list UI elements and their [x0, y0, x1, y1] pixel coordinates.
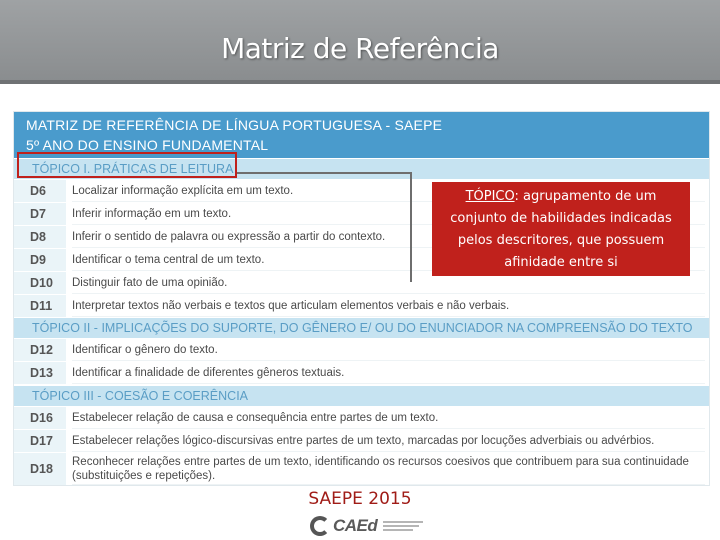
descriptor-text: Identificar o tema central de um texto.	[72, 249, 705, 271]
slide-title: Matriz de Referência	[221, 32, 499, 65]
descriptor-code: D13	[14, 362, 66, 384]
table-row	[14, 362, 709, 384]
descriptor-code: D17	[14, 430, 66, 452]
descriptor-text: Estabelecer relação de causa e consequência entre partes de um texto.	[72, 407, 705, 429]
slide-header	[0, 0, 720, 84]
callout-connector-line	[237, 172, 411, 174]
descriptor-text: Identificar a finalidade de diferentes gêneros textuais.	[72, 362, 705, 384]
descriptor-code: D10	[14, 272, 66, 294]
logo-tagline-lines	[383, 521, 423, 531]
table-row	[14, 295, 709, 317]
caed-logo	[310, 515, 423, 537]
table-row	[14, 430, 709, 452]
descriptor-code: D18	[14, 453, 66, 485]
callout-connector-line	[410, 172, 412, 282]
matrix-subtitle: 5º ANO DO ENSINO FUNDAMENTAL	[26, 137, 269, 153]
descriptor-code: D7	[14, 203, 66, 225]
topic-definition-callout	[432, 182, 690, 276]
descriptor-code: D9	[14, 249, 66, 271]
table-row	[14, 339, 709, 361]
descriptor-text: Localizar informação explícita em um texto.	[72, 180, 705, 202]
descriptor-text: Reconhecer relações entre partes de um texto, identificando os recursos coesivos que contribuem para sua continuidade (substituições e repetições).	[72, 453, 705, 485]
callout-term: TÓPICO	[465, 189, 515, 204]
descriptor-text: Interpretar textos não verbais e textos que articulam elementos verbais e não verbais.	[72, 295, 705, 317]
descriptor-text: Distinguir fato de uma opinião.	[72, 272, 705, 294]
descriptor-code: D11	[14, 295, 66, 317]
topic-row: TÓPICO I. PRÁTICAS DE LEITURA	[14, 159, 709, 179]
caed-logo-icon	[310, 516, 330, 536]
logo-text: CAEd	[333, 516, 378, 535]
descriptor-code: D12	[14, 339, 66, 361]
topic-highlight-box	[17, 152, 237, 178]
table-row	[14, 453, 709, 485]
descriptor-code: D8	[14, 226, 66, 248]
callout-text: : agrupamento de um conjunto de habilidades indicadas pelos descritores, que possuem afinidade entre si	[450, 189, 672, 270]
descriptor-text: Inferir informação em um texto.	[72, 203, 705, 225]
matrix-title: MATRIZ DE REFERÊNCIA DE LÍNGUA PORTUGUESA - SAEPE	[26, 117, 443, 133]
topic-row: TÓPICO II - IMPLICAÇÕES DO SUPORTE, DO GÊNERO E/ OU DO ENUNCIADOR NA COMPREENSÃO DO TEXTO	[14, 318, 709, 338]
footer-title: SAEPE 2015	[308, 489, 412, 509]
descriptor-text: Estabelecer relações lógico-discursivas entre partes de um texto, marcadas por locuções adverbiais ou advérbios.	[72, 430, 705, 452]
descriptor-text: Identificar o gênero do texto.	[72, 339, 705, 361]
descriptor-code: D6	[14, 180, 66, 202]
topic-row: TÓPICO III - COESÃO E COERÊNCIA	[14, 386, 709, 406]
table-row	[14, 407, 709, 429]
descriptor-text: Inferir o sentido de palavra ou expressão a partir do contexto.	[72, 226, 705, 248]
descriptor-code: D16	[14, 407, 66, 429]
